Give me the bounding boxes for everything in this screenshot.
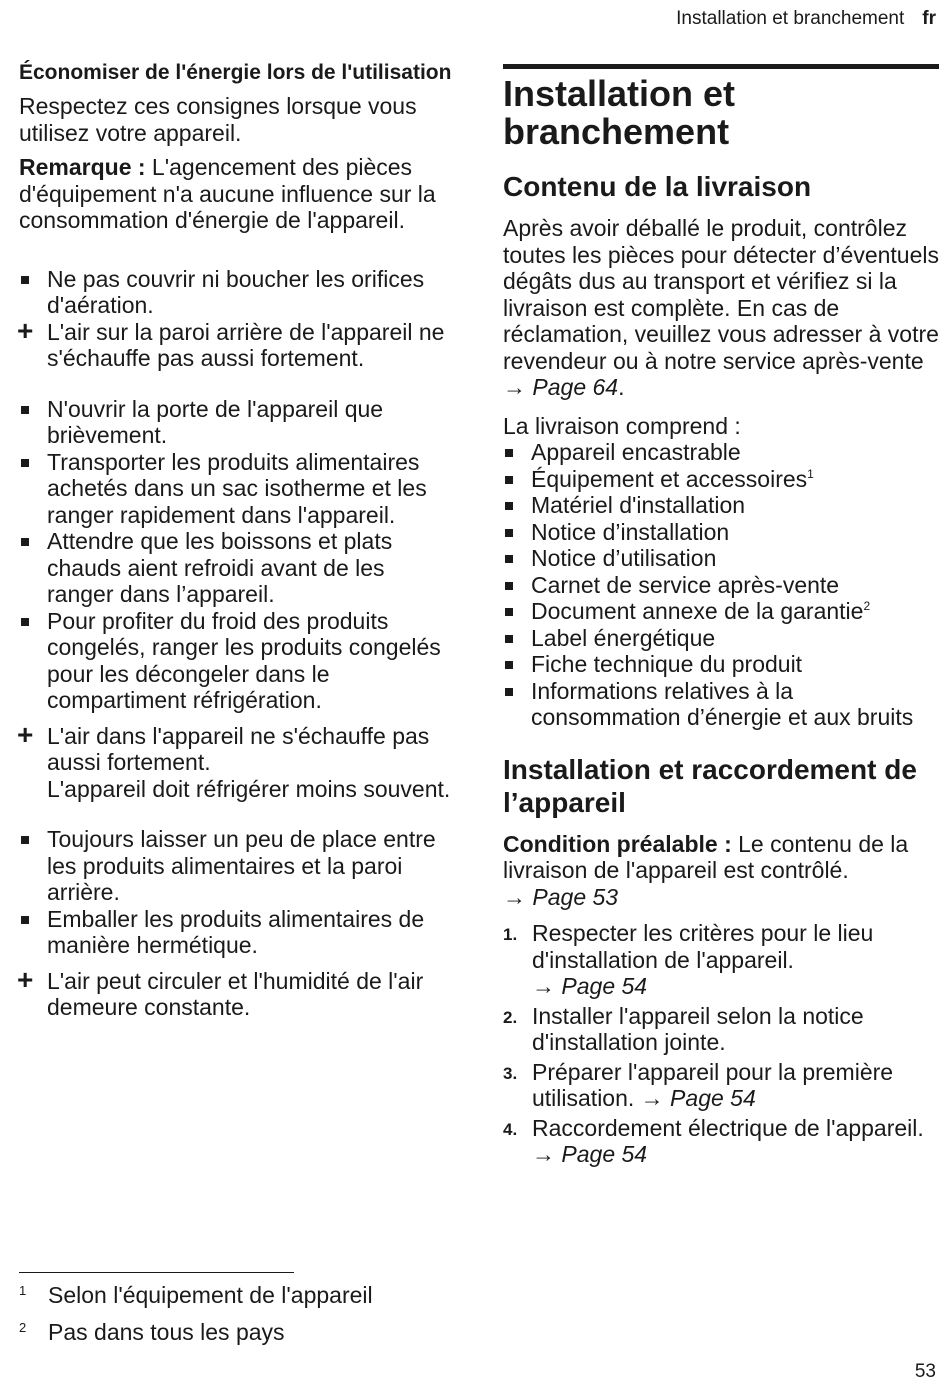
step-number: 4. <box>503 1119 518 1139</box>
energy-note <box>19 154 457 234</box>
page-reference: → Page 54 <box>532 1141 648 1167</box>
benefit-text: L'air peut circuler et l'humidité de l'air demeure constante. <box>47 967 424 1020</box>
footnote-text: Selon l'équipement de l'appareil <box>48 1282 373 1308</box>
footnote-number: 2 <box>19 1319 27 1335</box>
step-number: 1. <box>503 925 518 944</box>
step-item <box>503 1115 939 1168</box>
list-item: Toujours laisser un peu de place entre les produits alimentaires et la paroi arrière. <box>19 826 457 906</box>
list-item: Informations relatives à la consommation d’énergie et aux bruits <box>503 678 939 731</box>
page-reference: → Page 54 <box>640 1085 756 1111</box>
energy-heading: Économiser de l'énergie lors de l'utilisation <box>19 61 452 84</box>
step-item <box>503 1059 939 1112</box>
install-heading: Installation et raccordement de l’appareil <box>503 753 917 818</box>
page-title: Installation et branchement <box>503 73 736 152</box>
list-item: Document annexe de la garantie$^2$ <box>503 598 939 625</box>
list-item: Fiche technique du produit <box>503 651 939 678</box>
step-text: Respecter les critères pour le lieu d'installation de l'appareil. <box>532 920 874 973</box>
list-item: Pour profiter du froid des produits congelés, ranger les produits congelés pour les décongeler dans le compartiment réfrigération. <box>19 608 457 714</box>
step-number: 2. <box>503 1007 518 1027</box>
benefit-text: L'air sur la paroi arrière de l'appareil ne s'échauffe pas aussi fortement. <box>47 318 445 371</box>
tips-group-2 <box>19 396 457 714</box>
header-language: fr <box>922 8 936 29</box>
list-item: Attendre que les boissons et plats chauds aient refroidi avant de les ranger dans l’appareil. <box>19 528 457 608</box>
list-item: Notice d’utilisation <box>503 545 939 572</box>
precondition-text: Le contenu de la livraison de l'appareil est contrôlé. <box>503 830 909 883</box>
list-item: Matériel d'installation <box>503 492 939 519</box>
note-text: L'agencement des pièces d'équipement n'a aucune influence sur la consommation d'énergie de l'appareil. <box>19 154 436 233</box>
benefit-text: L'appareil doit réfrigérer moins souvent. <box>47 775 451 802</box>
list-item: Carnet de service après-vente <box>503 572 939 599</box>
title-rule <box>503 64 939 69</box>
precondition <box>503 831 939 911</box>
list-item: Label énergétique <box>503 625 939 652</box>
footnote-ref: 2 <box>863 599 871 613</box>
left-column <box>19 58 457 1021</box>
list-item: Notice d’installation <box>503 519 939 546</box>
page-reference: → Page 64 <box>503 374 619 400</box>
energy-intro: Respectez ces consignes lorsque vous utilisez votre appareil. <box>19 93 417 146</box>
delivery-text: Après avoir déballé le produit, contrôlez toutes les pièces pour détecter d’éventuels dégâts dus au transport et vérifiez si la livraison est complète. En cas de réclamation, veuillez vous adresser à votre revendeur ou à notre service après-vente → Page 64. <box>503 215 939 400</box>
list-item: Équipement et accessoires$^1$ <box>503 466 939 493</box>
page-reference: → Page 54 <box>532 973 648 999</box>
step-text: Préparer l'appareil pour la première utilisation. <box>532 1058 894 1111</box>
header-section: Installation et branchement <box>676 8 905 29</box>
benefit-3 <box>17 963 457 1021</box>
list-item: N'ouvrir la porte de l'appareil que brièvement. <box>19 396 457 449</box>
delivery-items <box>503 439 939 731</box>
step-item <box>503 1003 939 1056</box>
footnote <box>19 1319 459 1346</box>
footnote-number: 1 <box>19 1283 27 1298</box>
plus-icon: + <box>17 718 34 750</box>
step-item <box>503 920 939 1000</box>
benefit-1 <box>17 314 457 372</box>
precondition-label: Condition préalable : <box>503 830 732 857</box>
plus-icon: + <box>17 314 34 346</box>
footnotes <box>19 1282 459 1355</box>
list-item: Appareil encastrable <box>503 439 939 466</box>
footnote-text: Pas dans tous les pays <box>48 1318 285 1345</box>
plus-icon: + <box>17 963 34 995</box>
delivery-body: Après avoir déballé le produit, contrôlez toutes les pièces pour détecter d’éventuels dégâts dus au transport et vérifiez si la livraison est complète. En cas de réclamation, veuillez vous adresser à votre revendeur ou à notre service après-vente <box>503 215 939 374</box>
page-reference: → Page 53 <box>503 883 619 910</box>
footnote <box>19 1282 459 1309</box>
list-item: Ne pas couvrir ni boucher les orifices d'aération. <box>19 266 457 319</box>
right-column <box>503 64 939 1171</box>
install-steps <box>503 920 939 1168</box>
tips-group-3 <box>19 826 457 959</box>
delivery-heading: Contenu de la livraison <box>503 171 812 202</box>
list-item: Transporter les produits alimentaires achetés dans un sac isotherme et les ranger rapidement dans l'appareil. <box>19 449 457 529</box>
benefit-2 <box>17 718 457 803</box>
tips-group-1 <box>19 266 457 319</box>
step-text: Raccordement électrique de l'appareil. <box>532 1114 924 1141</box>
running-header <box>676 8 936 30</box>
step-text: Installer l'appareil selon la notice d'installation jointe. <box>532 1002 864 1055</box>
note-label: Remarque : <box>19 154 146 180</box>
includes-label: La livraison comprend : <box>503 412 741 439</box>
page-number: 53 <box>914 1361 936 1382</box>
benefit-text: L'air dans l'appareil ne s'échauffe pas aussi fortement. <box>47 722 430 775</box>
step-number: 3. <box>503 1063 518 1083</box>
footnote-rule <box>19 1272 294 1273</box>
list-item: Emballer les produits alimentaires de manière hermétique. <box>19 906 457 959</box>
footnote-ref: 1 <box>807 466 814 481</box>
